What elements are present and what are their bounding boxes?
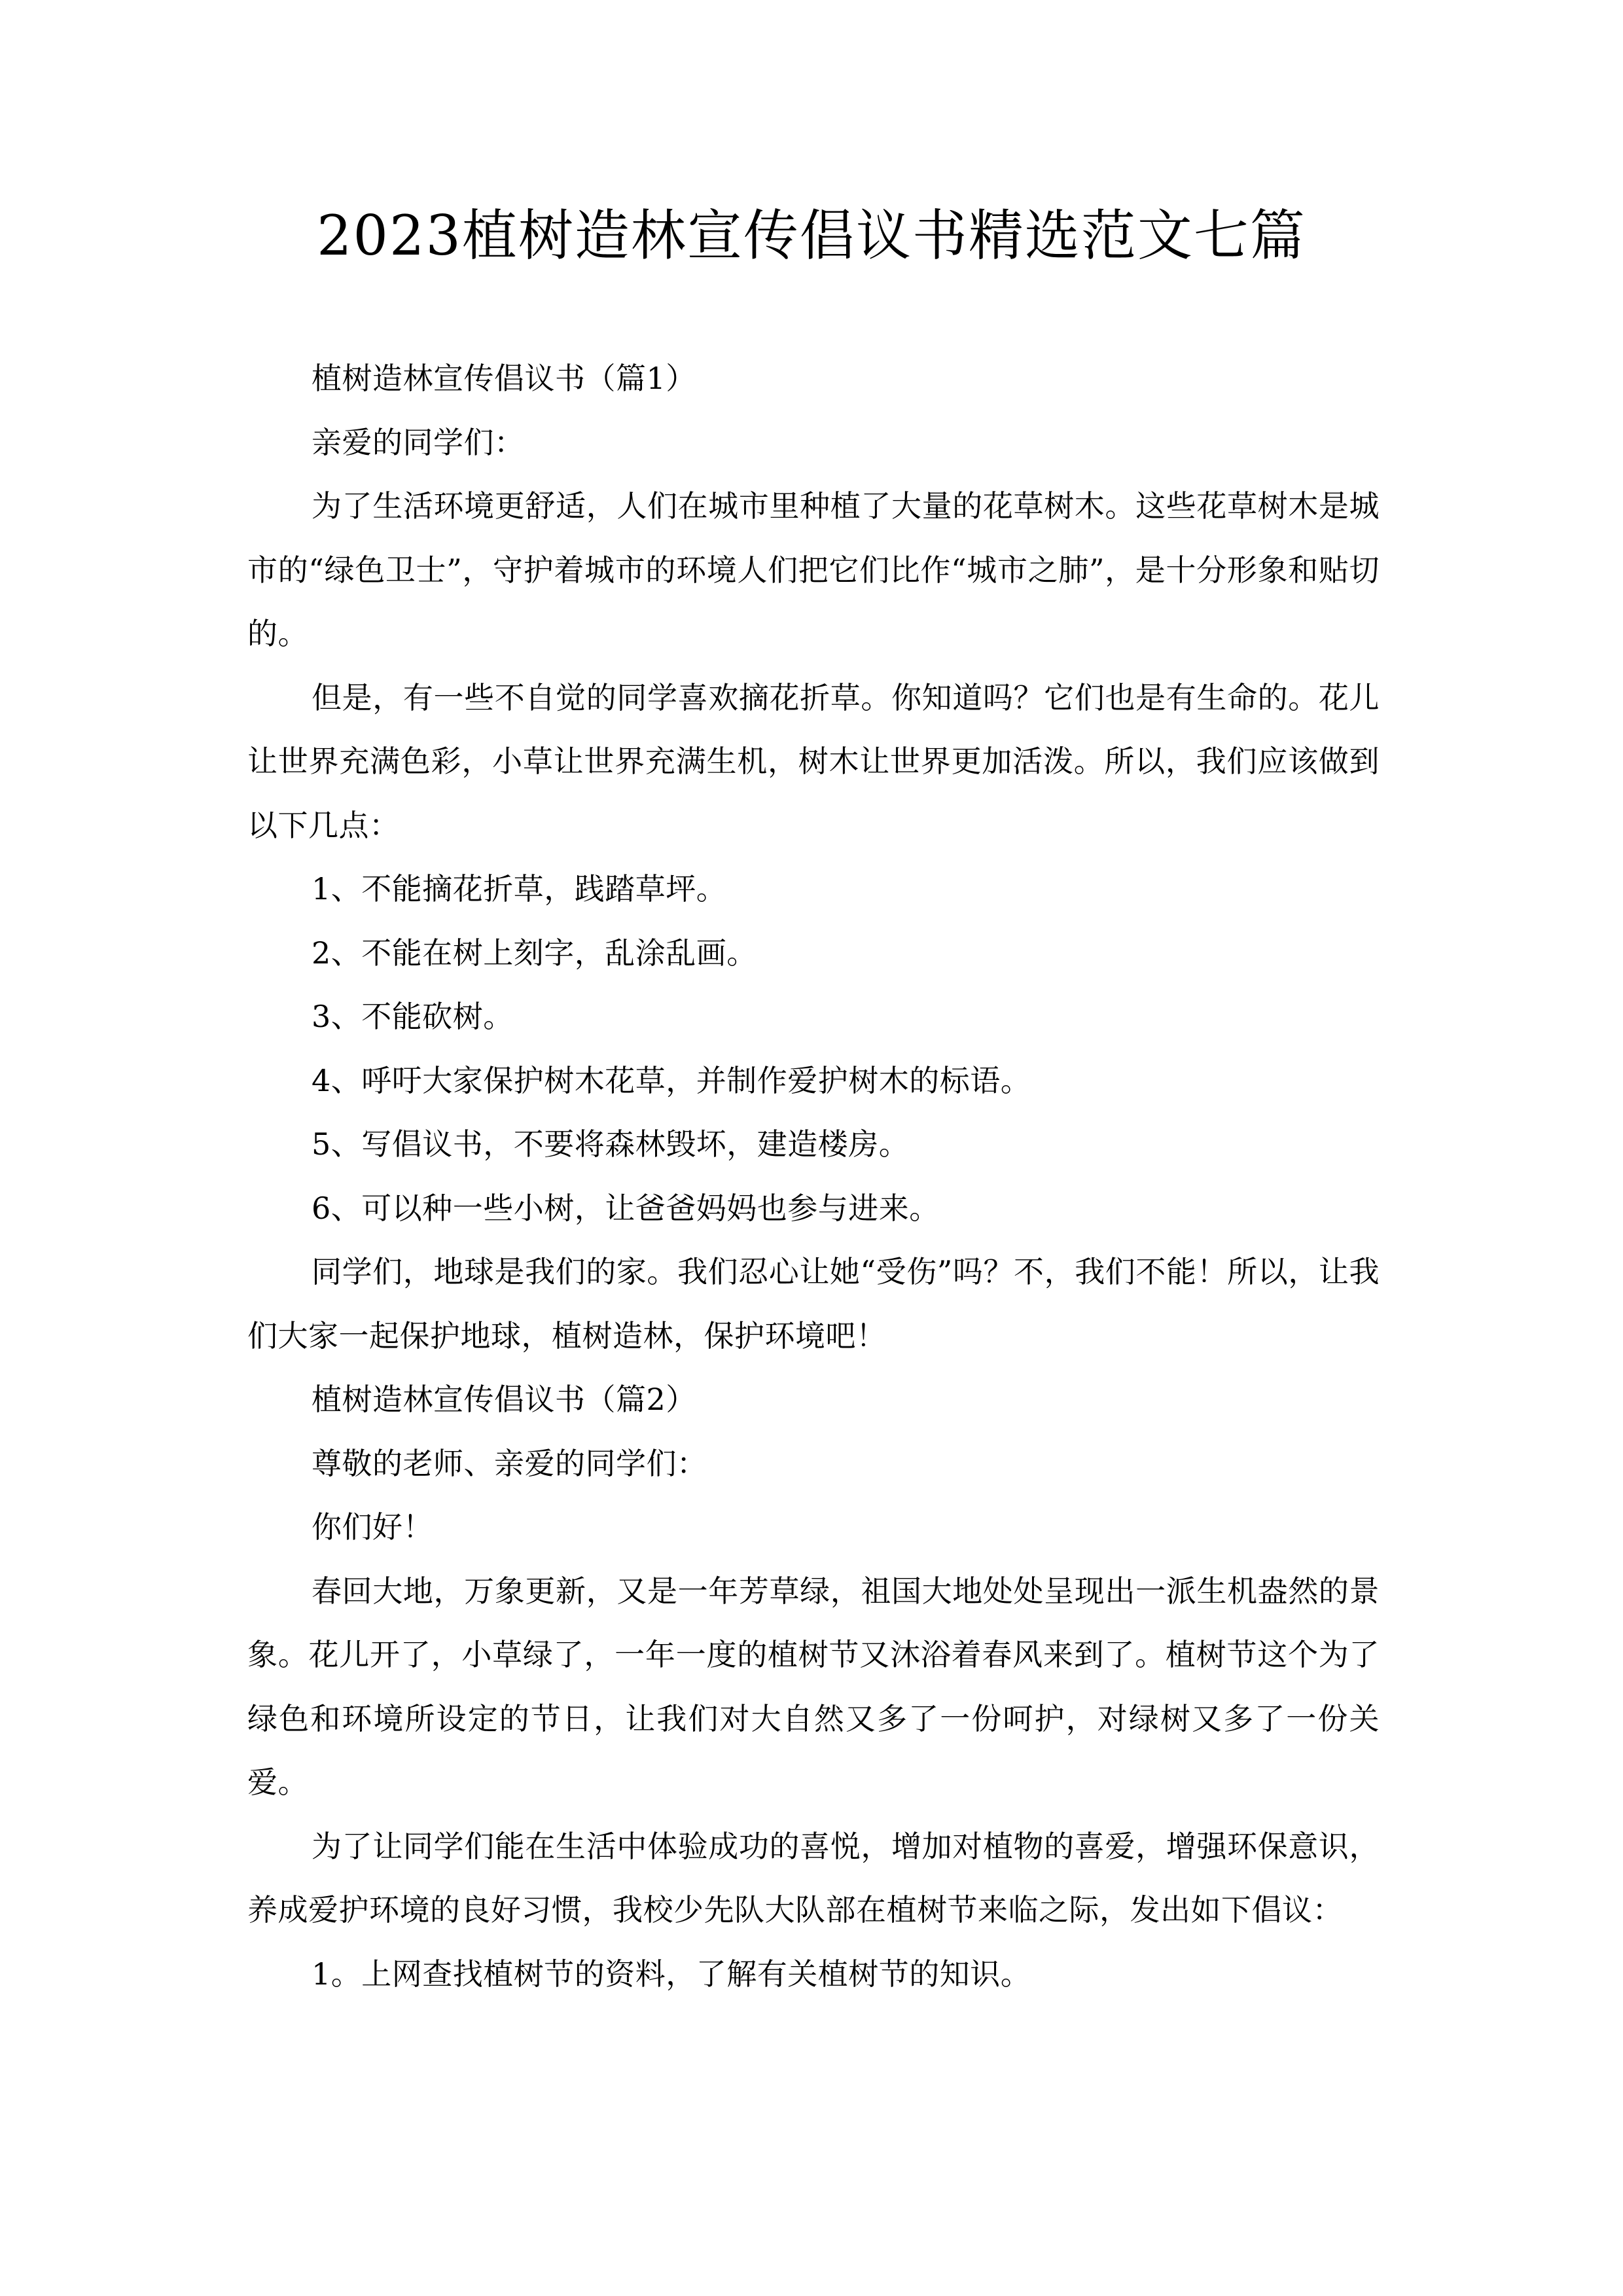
list-item: 1、不能摘花折草，践踏草坪。 [312,871,727,906]
list-item: 3、不能砍树。 [312,999,514,1034]
document-title: 2023植树造林宣传倡议书精选范文七篇 [317,204,1306,268]
list-item: 4、呼吁大家保护树木花草，并制作爱护树木的标语。 [312,1062,1031,1098]
paragraph: 但是，有一些不自觉的同学喜欢摘花折草。你知道吗？它们也是有生命的。花儿让世界充满色彩，小草让世界充满生机，树木让世界更加活泼。所以，我们应该做到以下几点： [247,679,1380,843]
paragraph: 同学们，地球是我们的家。我们忍心让她“受伤”吗？不，我们不能！所以，让我们大家一起保护地球，植树造林，保护环境吧！ [247,1254,1380,1354]
section-heading-2: 植树造林宣传倡议书（篇2） [312,1382,696,1417]
section-heading-1: 植树造林宣传倡议书（篇1） [312,361,696,396]
list-item: 1。上网查找植树节的资料，了解有关植树节的知识。 [312,1956,1031,1992]
list-item: 6、可以种一些小树，让爸爸妈妈也参与进来。 [312,1190,940,1226]
list-item: 5、写倡议书，不要将森林毁坏，建造楼房。 [312,1126,910,1162]
salutation: 亲爱的同学们： [312,424,525,460]
paragraph: 春回大地，万象更新，又是一年芳草绿，祖国大地处处呈现出一派生机盎然的景象。花儿开了，小草绿了，一年一度的植树节又沐浴着春风来到了。植树节这个为了绿色和环境所设定的节日，让我们对大自然又多了一份呵护，对绿树又多了一份关爱。 [247,1573,1380,1800]
salutation: 尊敬的老师、亲爱的同学们： [312,1445,707,1481]
paragraph: 为了让同学们能在生活中体验成功的喜悦，增加对植物的喜爱，增强环保意识，养成爱护环境的良好习惯，我校少先队大队部在植树节来临之际，发出如下倡议： [247,1828,1380,1928]
document-body [247,347,1380,2006]
list-item: 2、不能在树上刻字，乱涂乱画。 [312,935,757,971]
greeting: 你们好！ [312,1509,433,1545]
paragraph: 为了生活环境更舒适，人们在城市里种植了大量的花草树木。这些花草树木是城市的“绿色卫士”，守护着城市的环境人们把它们比作“城市之肺”，是十分形象和贴切的。 [247,488,1380,651]
